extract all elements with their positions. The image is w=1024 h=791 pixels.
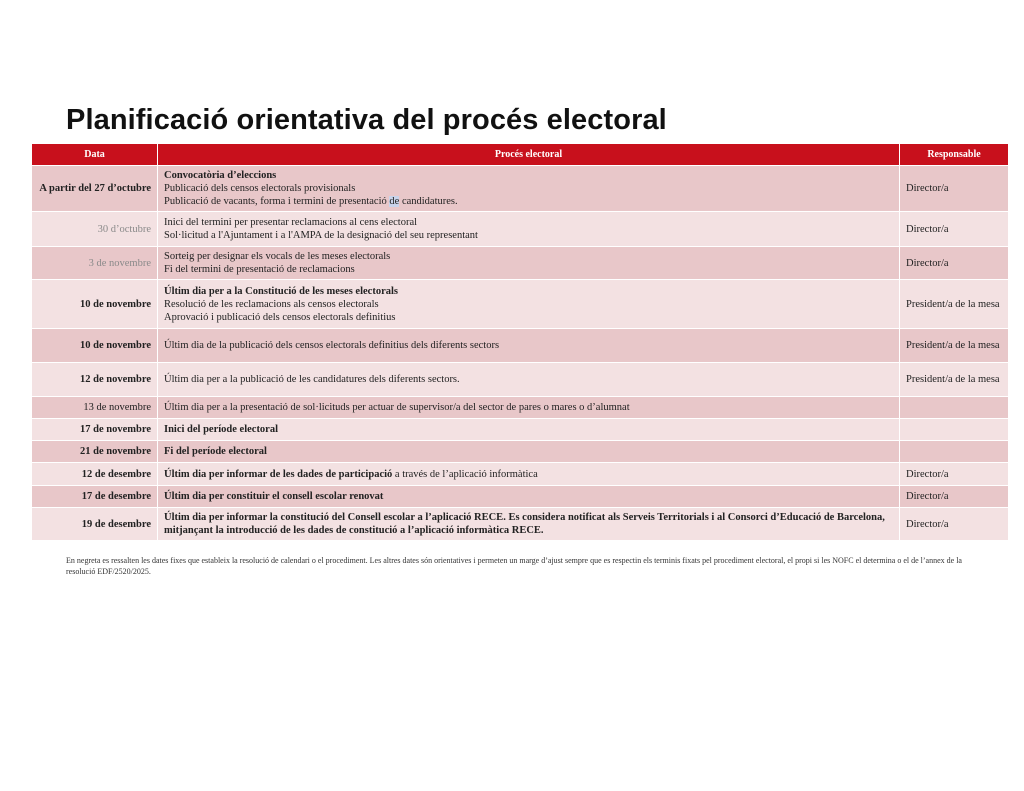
row-date: 12 de novembre [32,363,158,397]
row-responsible [900,419,1009,441]
row-process [158,247,900,280]
header-date: Data [32,144,158,166]
table-row [32,486,1009,508]
row-responsible: Director/a [900,486,1009,508]
header-process: Procés electoral [158,144,900,166]
process-line: Fi del període electoral [164,446,267,457]
process-line: Resolució de les reclamacions als censos electorals [164,298,379,310]
row-process [158,463,900,486]
process-line: Aprovació i publicació dels censos electorals definitius [164,311,396,323]
process-line-bold: Últim dia per informar de les dades de participació [164,468,393,480]
table-row [32,363,1009,397]
process-line-text: candidatures. [399,196,458,207]
table-row [32,247,1009,280]
row-date: 17 de novembre [32,419,158,441]
row-responsible [900,441,1009,463]
row-date: 12 de desembre [32,463,158,486]
row-responsible: President/a de la mesa [900,363,1009,397]
process-line: Últim dia per a la Constitució de les meses electorals [164,285,398,297]
row-date: 3 de novembre [32,247,158,280]
process-line: Inici del termini per presentar reclamacions al cens electoral [164,217,418,228]
row-date: 13 de novembre [32,397,158,419]
row-process [158,419,900,441]
process-line-text: Publicació de vacants, forma i termini de presentació [164,196,390,207]
row-date: 21 de novembre [32,441,158,463]
process-line [164,468,893,481]
row-responsible: Director/a [900,247,1009,280]
process-line: Sorteig per designar els vocals de les meses electorals [164,251,391,262]
process-line: Sol·licitud a l'Ajuntament i a l'AMPA de la designació del seu representant [164,230,478,241]
table-header-row [32,144,1009,166]
row-process [158,329,900,363]
row-responsible: Director/a [900,166,1009,212]
process-line: Últim dia de la publicació dels censos electorals definitius dels diferents sectors [164,340,500,351]
electoral-schedule-table [31,143,1009,541]
row-process [158,166,900,212]
table-row [32,329,1009,363]
process-line: Convocatòria d’eleccions [164,170,277,181]
row-date: A partir del 27 d’octubre [32,166,158,212]
process-line: Últim dia per a la presentació de sol·licituds per actuar de supervisor/a del sector de pares o mares o d’alumnat [164,402,630,413]
process-line: Publicació dels censos electorals provisionals [164,183,356,194]
row-date: 30 d’octubre [32,212,158,247]
process-line: Inici del període electoral [164,424,279,435]
row-process [158,212,900,247]
row-responsible: President/a de la mesa [900,329,1009,363]
row-responsible: President/a de la mesa [900,280,1009,329]
row-process [158,280,900,329]
row-process [158,363,900,397]
header-responsible: Responsable [900,144,1009,166]
highlighted-text: de [389,196,400,207]
row-process [158,397,900,419]
process-line [164,195,893,208]
table-row [32,280,1009,329]
page-title: Planificació orientativa del procés electoral [66,104,667,136]
table-row [32,397,1009,419]
row-responsible: Director/a [900,508,1009,541]
row-responsible [900,397,1009,419]
process-line: Últim dia per informar la constitució del Consell escolar a l’aplicació RECE. Es considera notificat als Serveis Territorials i al Consorci d’Educació de Barcelona, mitjançant la introducció de les dades de constitució a l’aplicació informàtica RECE. [164,512,885,536]
row-process [158,508,900,541]
row-process [158,486,900,508]
process-line: Últim dia per a la publicació de les candidatures dels diferents sectors. [164,374,460,385]
row-responsible: Director/a [900,463,1009,486]
table-row [32,212,1009,247]
table-row [32,508,1009,541]
process-line: Últim dia per constituir el consell escolar renovat [164,491,384,502]
row-date: 10 de novembre [32,329,158,363]
row-responsible: Director/a [900,212,1009,247]
row-process [158,441,900,463]
process-line-text: a través de l’aplicació informàtica [392,468,538,480]
row-date: 17 de desembre [32,486,158,508]
table-row [32,441,1009,463]
process-line: Fi del termini de presentació de reclamacions [164,264,355,275]
table-row [32,166,1009,212]
table-row [32,419,1009,441]
row-date: 10 de novembre [32,280,158,329]
footnote: En negreta es ressalten les dates fixes que estableix la resolució de calendari o el procediment. Les altres dates són orientatives i permeten un marge d’ajust sempre que es respectin els terminis fixats pel procediment electoral, el propi si les NOFC el determina o el de l’annex de la resolució EDF/2520/2025. [66,556,962,576]
row-date: 19 de desembre [32,508,158,541]
table-row [32,463,1009,486]
